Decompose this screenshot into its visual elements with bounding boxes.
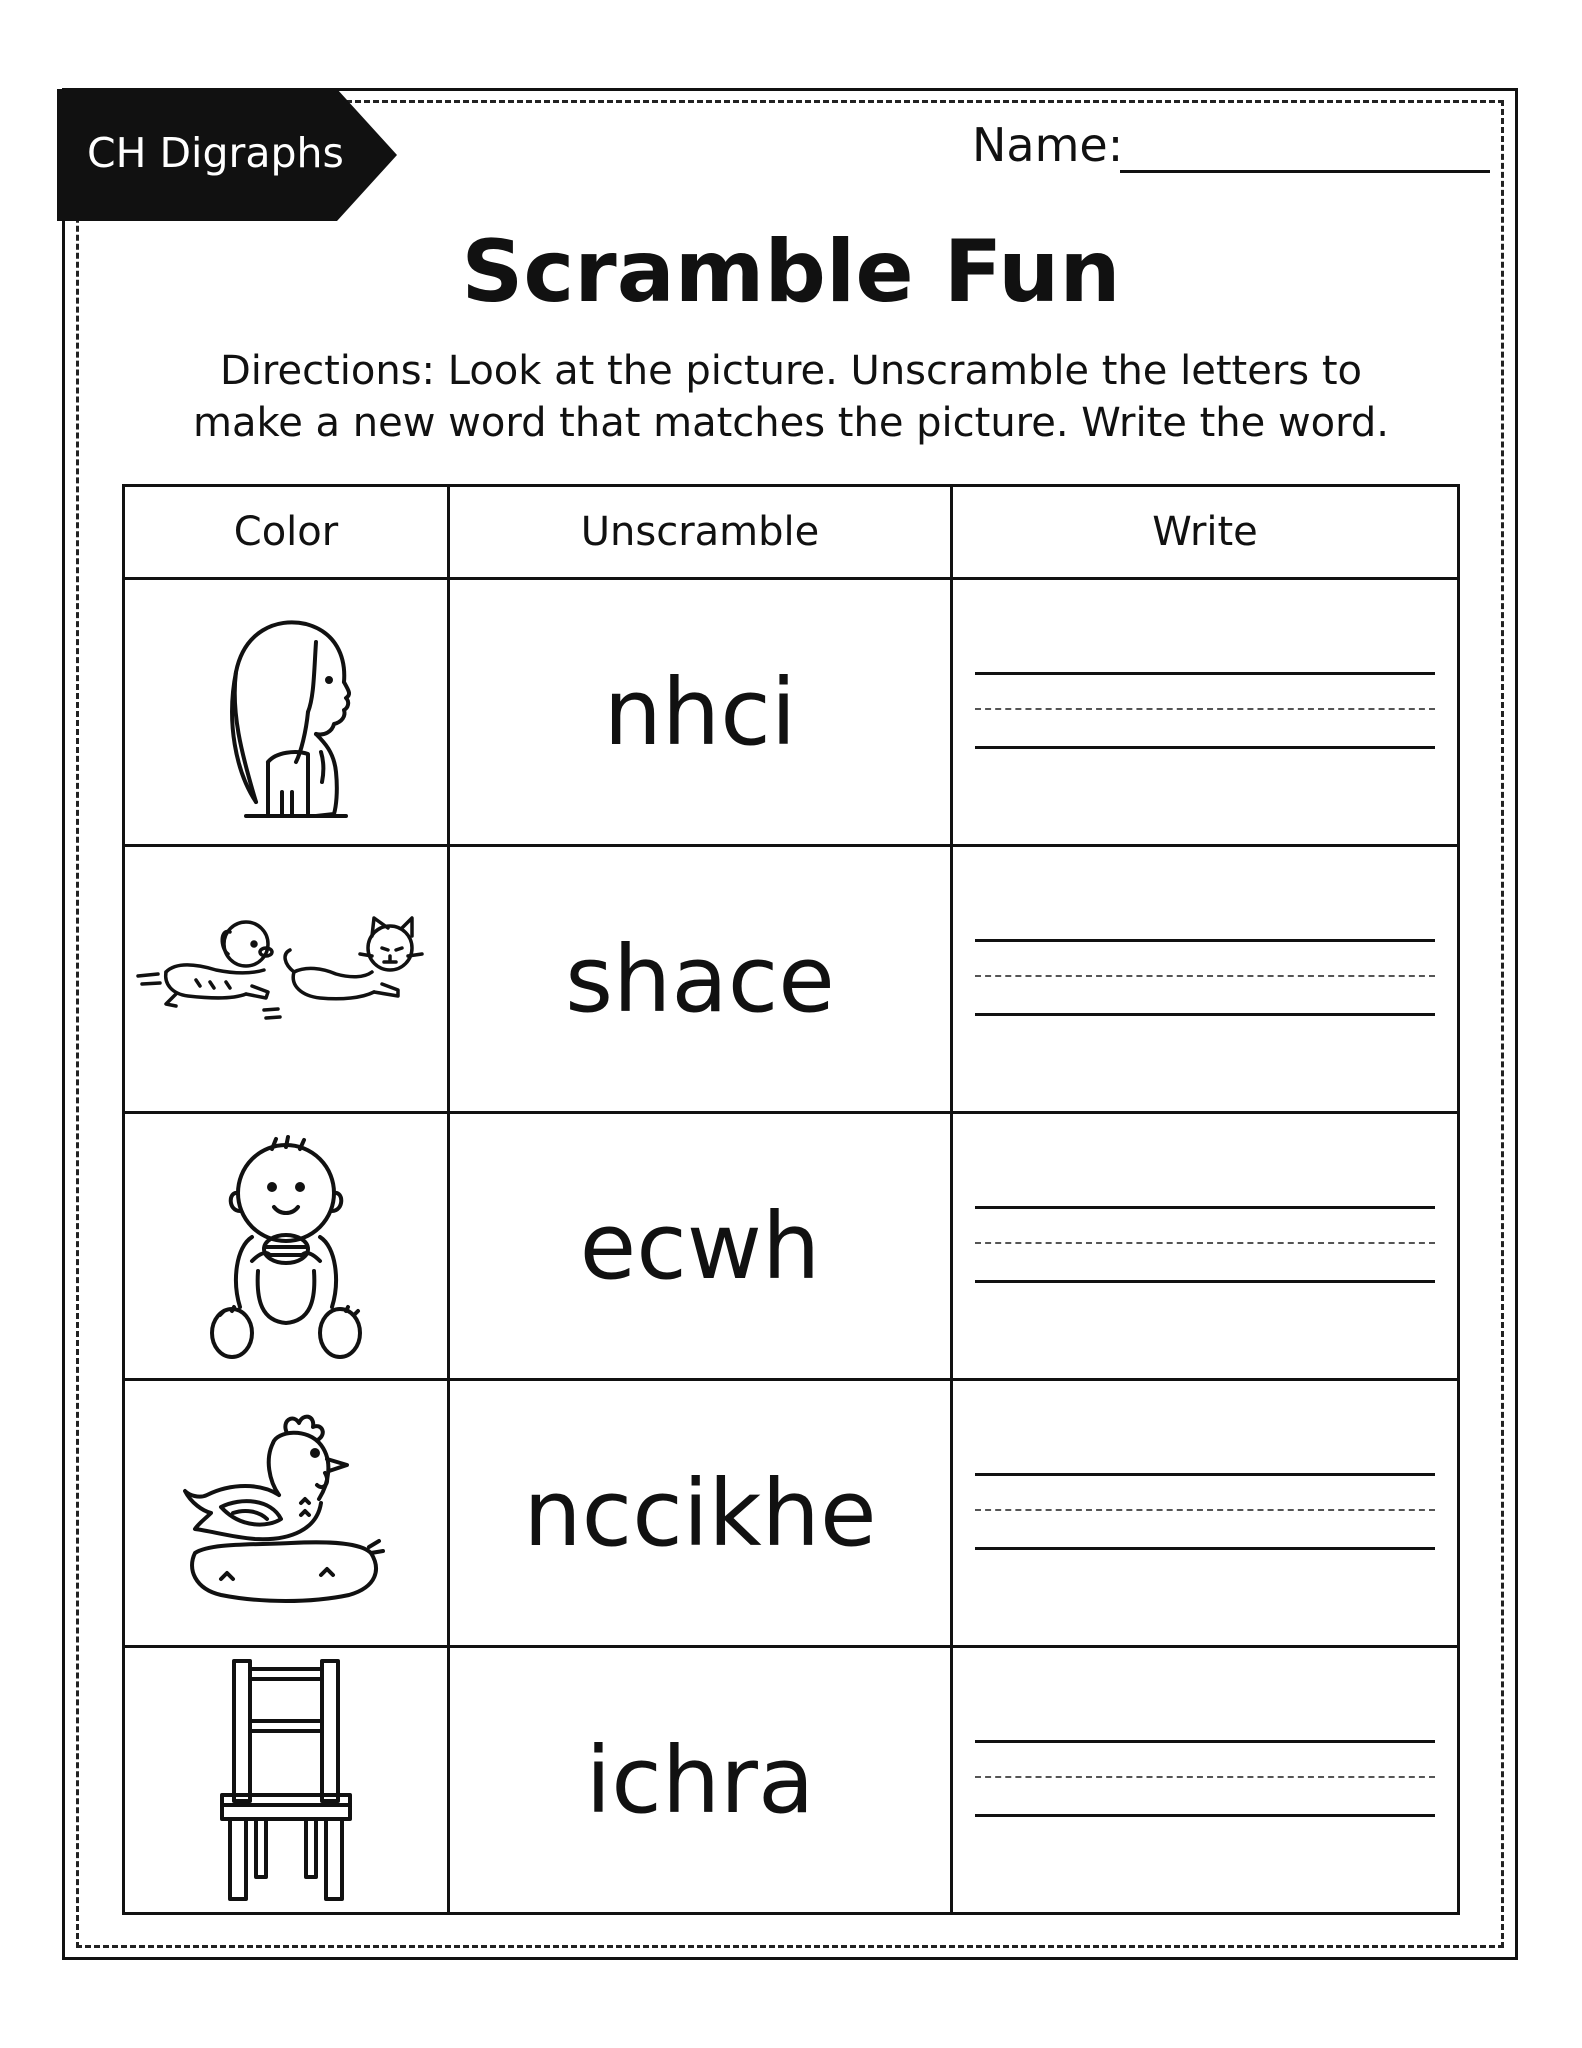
scramble-table (122, 484, 1460, 1915)
table-header-row (124, 486, 1459, 579)
handwriting-lines[interactable] (975, 1473, 1435, 1553)
handwriting-lines[interactable] (975, 1740, 1435, 1820)
picture-cell[interactable] (124, 1380, 449, 1647)
directions-line-1: Directions: Look at the picture. Unscramble the letters to (220, 348, 1362, 394)
handwriting-lines[interactable] (975, 939, 1435, 1019)
name-field (972, 118, 1123, 172)
midline-dashed (975, 975, 1435, 977)
scrambled-word: nhci (603, 658, 797, 766)
dog-chasing-cat-icon (136, 914, 436, 1044)
chair-icon (206, 1655, 366, 1905)
scrambled-word-cell (449, 1113, 952, 1380)
table-row (124, 1647, 1459, 1914)
top-line (975, 939, 1435, 942)
top-line (975, 1740, 1435, 1743)
scrambled-word: shace (565, 925, 835, 1033)
write-cell[interactable] (952, 1113, 1459, 1380)
midline-dashed (975, 708, 1435, 710)
worksheet-title: Scramble Fun (461, 222, 1121, 322)
scrambled-word-cell (449, 579, 952, 846)
name-input-line[interactable] (1120, 170, 1490, 173)
directions (110, 345, 1472, 449)
scrambled-word: ichra (585, 1726, 815, 1834)
picture-cell[interactable] (124, 846, 449, 1113)
topic-tag-label: CH Digraphs (87, 129, 344, 177)
picture-cell[interactable] (124, 1113, 449, 1380)
write-cell[interactable] (952, 1380, 1459, 1647)
header-unscramble: Unscramble (449, 486, 952, 579)
header-color: Color (124, 486, 449, 579)
scrambled-word-cell (449, 846, 952, 1113)
top-line (975, 1206, 1435, 1209)
picture-cell[interactable] (124, 579, 449, 846)
topic-tag (57, 89, 397, 221)
base-line (975, 746, 1435, 749)
write-cell[interactable] (952, 579, 1459, 846)
header-write: Write (952, 486, 1459, 579)
table-row (124, 579, 1459, 846)
scrambled-word-cell (449, 1647, 952, 1914)
picture-cell[interactable] (124, 1647, 449, 1914)
base-line (975, 1547, 1435, 1550)
write-cell[interactable] (952, 846, 1459, 1113)
top-line (975, 672, 1435, 675)
handwriting-lines[interactable] (975, 1206, 1435, 1286)
baby-chewing-icon (196, 1131, 376, 1361)
base-line (975, 1814, 1435, 1817)
write-cell[interactable] (952, 1647, 1459, 1914)
girl-thinking-icon (196, 602, 376, 822)
name-label: Name: (972, 118, 1124, 172)
scrambled-word: nccikhe (523, 1459, 877, 1567)
top-line (975, 1473, 1435, 1476)
base-line (975, 1013, 1435, 1016)
scrambled-word: ecwh (579, 1192, 821, 1300)
chicken-on-nest-icon (181, 1403, 391, 1623)
handwriting-lines[interactable] (975, 672, 1435, 752)
directions-line-2: make a new word that matches the picture. Write the word. (192, 400, 1389, 446)
midline-dashed (975, 1509, 1435, 1511)
table-row (124, 1113, 1459, 1380)
table-row (124, 846, 1459, 1113)
midline-dashed (975, 1242, 1435, 1244)
base-line (975, 1280, 1435, 1283)
table-row (124, 1380, 1459, 1647)
scrambled-word-cell (449, 1380, 952, 1647)
midline-dashed (975, 1776, 1435, 1778)
